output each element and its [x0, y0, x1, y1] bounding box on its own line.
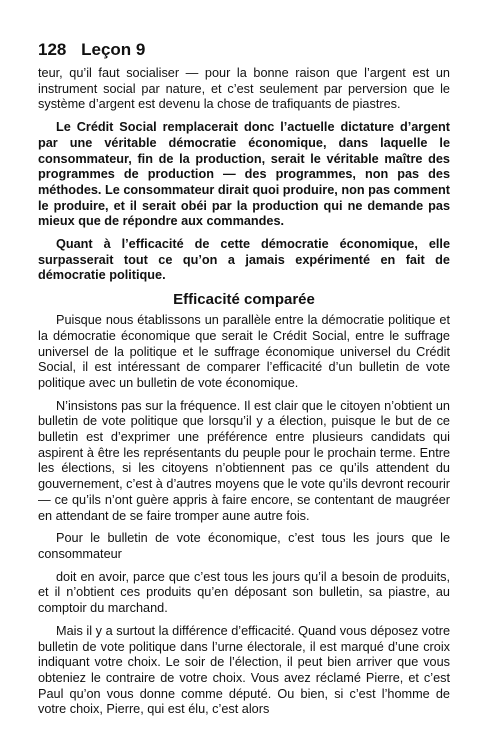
running-header [38, 40, 450, 60]
paragraph: N’insistons pas sur la fréquence. Il est clair que le citoyen n’obtient un bulletin de vote politique que lorsqu’il y a élection, puisque le but de ce bulletin est d’exprimer une préférence entre plusieurs candidats qui aspirent à être les représentants du peuple pour le prochain terme. Entre les élections, si les citoyens n’obtiennent pas ce qu’ils attendent du gouvernement, c’est à d’autres moyens que le vote qu’ils devront recourir — ce qu’ils n’ont guère appris à faire encore, se contentant de maugréer en attendant de se faire tromper aune autre fois. [38, 398, 450, 523]
paragraph: teur, qu’il faut socialiser — pour la bonne raison que l’argent est un instrument social par nature, et c’est seulement par perversion que le système d’argent est devenu la chose de trafiquants de piastres. [38, 66, 450, 112]
paragraph: doit en avoir, parce que c’est tous les jours qu’il a besoin de produits, et il n’obtient ces produits qu’en déposant son bulletin, sa piastre, au comptoir du marchand. [38, 569, 450, 616]
paragraph: Mais il y a surtout la différence d’efficacité. Quand vous déposez votre bulletin de vote politique dans l’urne électorale, il est marqué d’une croix indiquant votre choix. Le soir de l’élection, il peut bien arriver que vous obteniez le contraire de votre choix. Vous avez réclamé Pierre, et c’est Paul qu’on vous donne comme député. Ou bien, si c’est l’homme de votre choix, Pierre, qui est élu, c’est alors [38, 623, 450, 717]
paragraph: Le Crédit Social remplacerait donc l’actuelle dictature d’argent par une véritable démocratie économique, dans laquelle le consommateur, fin de la production, serait le véritable maître des programmes de production — des programmes, non pas des méthodes. Le consommateur dirait quoi produire, non pas comment le produire, et il serait obéi par la production qui ne demande pas mieux que de répondre aux commandes. [38, 120, 450, 229]
section-heading: Efficacité comparée [173, 291, 315, 309]
chapter-title: Leçon 9 [81, 40, 146, 59]
paragraph: Pour le bulletin de vote économique, c’est tous les jours que le consommateur [38, 531, 450, 561]
document-page [38, 40, 450, 725]
page-number: 128 [38, 40, 67, 59]
paragraph: Puisque nous établissons un parallèle entre la démocratie politique et la démocratie économique que serait le Crédit Social, entre le suffrage universel de la politique et le suffrage économique universel du Crédit Social, il est intéressant de comparer l’efficacité d’un bulletin de vote politique avec un bulletin de vote économique. [38, 313, 450, 390]
paragraph: Quant à l’efficacité de cette démocratie économique, elle surpasserait tout ce qu’on a jamais expérimenté en fait de démocratie politique. [38, 237, 450, 283]
